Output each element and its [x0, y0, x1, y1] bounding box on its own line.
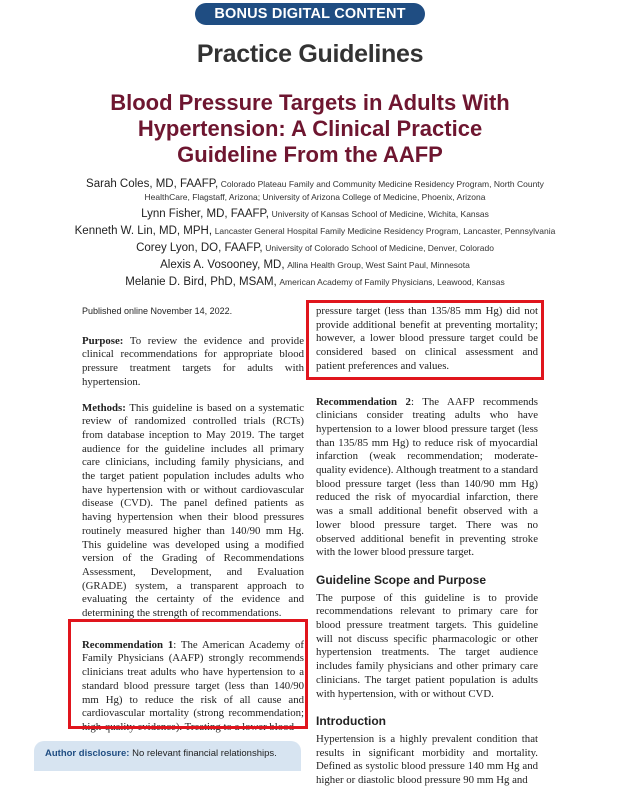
- author-name: Melanie D. Bird, PhD, MSAM,: [125, 276, 277, 288]
- author-entry: [70, 259, 560, 272]
- author-entry: [70, 225, 560, 238]
- purpose-paragraph: [82, 335, 304, 390]
- highlight-box-recommendation-1: [68, 619, 308, 729]
- methods-text: This guideline is based on a systematic review of randomized controlled trials (RCTs) from database inception to May 2019. The target audience for the guideline includes all primary care clinicians, including family physicians, and the target patient population includes adults who have hypertension with or without cardiovascular disease (CVD). The panel defined patients as having hypertension when their blood pressures routinely measured higher than 140/90 mm Hg. This guideline was developed using a modified version of the Grading of Recommendations Assessment, Development, and Evaluation (GRADE) system, a transparent approach to evaluating the certainty of the evidence and determining the strength of recommendations.: [82, 401, 304, 620]
- title-line: Guideline From the AAFP: [177, 142, 443, 167]
- methods-paragraph: [82, 402, 304, 621]
- purpose-label: Purpose:: [82, 334, 124, 347]
- title-line: Hypertension: A Clinical Practice: [137, 116, 483, 141]
- author-affiliation: Lancaster General Hospital Family Medicine Residency Program, Lancaster, Pennsylvania: [214, 226, 556, 236]
- author-entry: [70, 178, 560, 204]
- author-name: Sarah Coles, MD, FAAFP,: [86, 178, 219, 190]
- highlight-box-recommendation-1-continued: [306, 300, 544, 380]
- section-title: Practice Guidelines: [196, 40, 424, 68]
- introduction-heading: Introduction: [316, 714, 386, 729]
- recommendation-1-label: Recommendation 1: [82, 638, 174, 651]
- scope-heading: Guideline Scope and Purpose: [316, 572, 487, 587]
- recommendation-2-paragraph: [316, 396, 538, 560]
- author-name: Kenneth W. Lin, MD, MPH,: [74, 225, 213, 237]
- author-affiliation: Allina Health Group, West Saint Paul, Minnesota: [287, 260, 470, 270]
- author-name: Alexis A. Vosooney, MD,: [160, 259, 285, 271]
- author-entry: [70, 242, 560, 255]
- author-affiliation: Colorado Plateau Family and Community Medicine Residency Program, North County HealthCare, Flagstaff, Arizona; University of Arizona College of Medicine, Phoenix, Arizona: [144, 179, 544, 202]
- recommendation-1-text: : The American Academy of Family Physicians (AAFP) strongly recommends clinicians treat adults who have hypertension to a standard blood pressure target (less than 140/90 mm Hg) to reduce the risk of all cause and cardiovascular mortality (strong recommendation; high-quality evidence). Treating to a lower blood: [82, 638, 304, 733]
- bonus-content-banner: BONUS DIGITAL CONTENT: [195, 3, 425, 25]
- recommendation-2-label: Recommendation 2: [316, 395, 411, 408]
- purpose-text: To review the evidence and provide clinical recommendations for appropriate blood pressure treatment targets for adults with hypertension.: [82, 334, 304, 388]
- author-name: Corey Lyon, DO, FAAFP,: [136, 242, 263, 254]
- author-name: Lynn Fisher, MD, FAAFP,: [141, 208, 269, 220]
- disclosure-text: No relevant financial relationships.: [129, 748, 277, 759]
- author-affiliation: University of Colorado School of Medicine, Denver, Colorado: [265, 243, 494, 253]
- methods-label: Methods:: [82, 401, 126, 414]
- author-affiliation: American Academy of Family Physicians, Leawood, Kansas: [279, 277, 505, 287]
- author-entry: [70, 276, 560, 289]
- author-disclosure: [34, 741, 301, 771]
- introduction-paragraph: Hypertension is a highly prevalent condition that results in significant morbidity and mortality. Defined as systolic blood pressure 140 mm Hg and higher or diastolic blood pressure 90 mm Hg and: [316, 732, 538, 787]
- disclosure-label: Author disclosure:: [45, 748, 130, 759]
- title-line: Blood Pressure Targets in Adults With: [110, 90, 510, 115]
- recommendation-1-continued: pressure target (less than 135/85 mm Hg) did not provide additional benefit at preventing mortality; however, a lower blood pressure target could be considered based on clinical assessment and patient preferences and values.: [316, 305, 538, 372]
- recommendation-2-text: : The AAFP recommends clinicians consider treating adults who have hypertension to a lower blood pressure target (less than 135/85 mm Hg) to reduce risk of myocardial infarction (weak recommendation; moderate-quality evidence). Although treatment to a standard blood pressure target (less than 140/90 mm Hg) reduced the risk of myocardial infarction, there was a small additional benefit observed with a lower blood pressure target. There was no observed additional benefit in preventing stroke with the lower blood pressure target.: [316, 395, 538, 559]
- scope-paragraph: The purpose of this guideline is to provide recommendations relevant to primary care for blood pressure treatment targets. This guideline will not discuss specific pharmacologic or other hypertension treatments. The target audience includes family physicians and other primary care clinicians. The target patient population is adults with hypertension, with or without CVD.: [316, 591, 538, 700]
- published-date: Published online November 14, 2022.: [82, 306, 233, 316]
- author-affiliation: University of Kansas School of Medicine, Wichita, Kansas: [271, 209, 489, 219]
- author-entry: [70, 208, 560, 221]
- article-title: [40, 90, 580, 168]
- author-list: [70, 178, 560, 293]
